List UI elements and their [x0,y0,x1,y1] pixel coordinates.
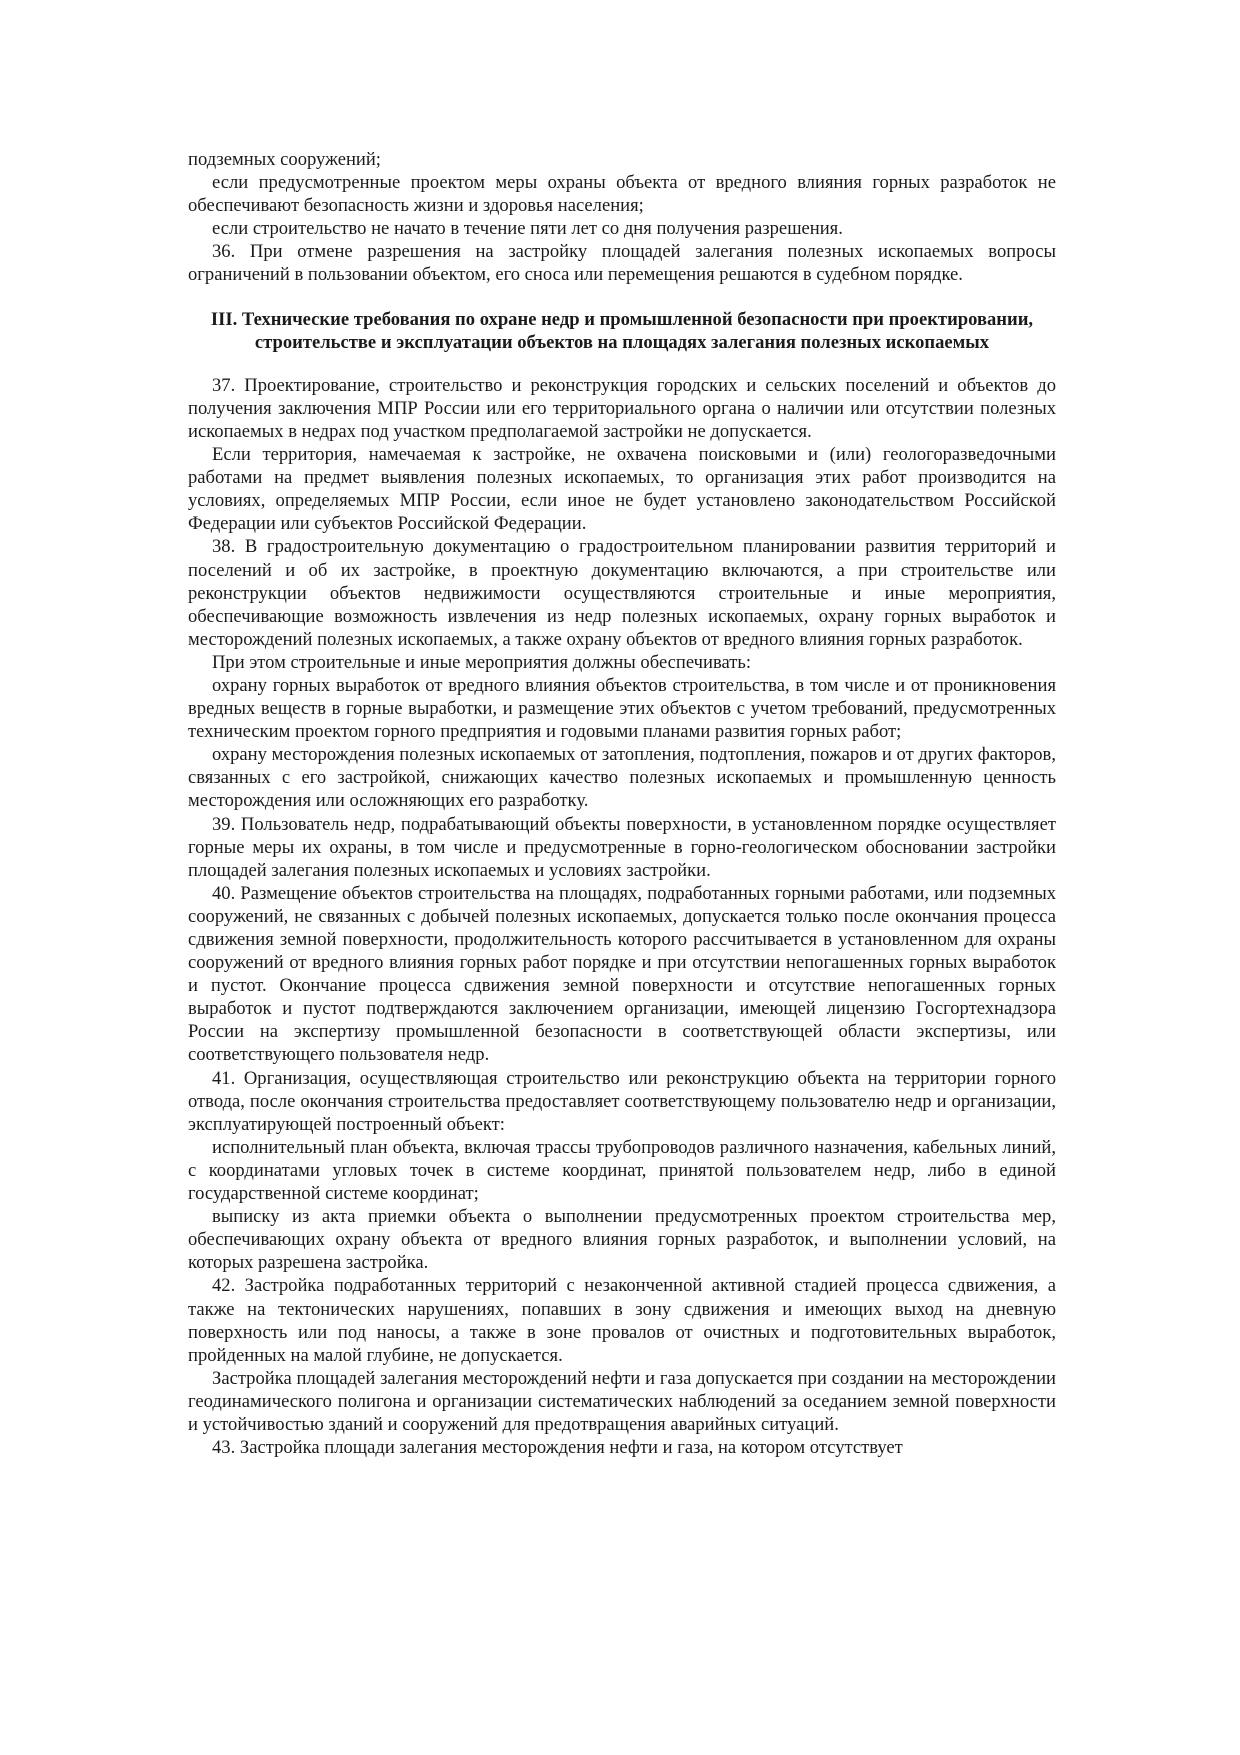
paragraph-item-42: 42. Застройка подработанных территорий с незаконченной активной стадией процесса сдвижения, а также на тектонических нарушениях, попавших в зону сдвижения и имеющих выход на дневную поверхность или под наносы, а также в зоне провалов от очистных и подготовительных выработок, пройденных на малой глубине, не допускается. [188,1275,1056,1366]
paragraph-item-41: 41. Организация, осуществляющая строительство или реконструкцию объекта на территории горного отвода, после окончания строительства предоставляет соответствующему пользователю недр и организации, эксплуатирующей построенный объект: [188,1067,1056,1135]
paragraph-item-38: 38. В градостроительную документацию о градостроительном планировании развития территорий и поселений и об их застройке, в проектную документацию включаются, а при строительстве или реконструкции объектов недвижимости осуществляются строительные и иные мероприятия, обеспечивающие возможность извлечения из недр полезных ископаемых, охрану горных выработок и месторождений полезных ископаемых, а также охрану объектов от вредного влияния горных разработок. [188,536,1056,650]
paragraph: подземных сооружений; [188,149,381,170]
paragraph-item-36: 36. При отмене разрешения на застройку площадей залегания полезных ископаемых вопросы ограничений в пользовании объектом, его сноса или перемещения решаются в судебном порядке. [188,241,1056,286]
document-page [188,148,1056,1459]
paragraph: Если территория, намечаемая к застройке, не охвачена поисковыми и (или) геологоразведочными работами на предмет выявления полезных ископаемых, то организация этих работ производится на условиях, определяемых МПР России, если иное не будет установлено законодательством Российской Федерации или субъектов Российской Федерации. [188,444,1056,535]
paragraph: выписку из акта приемки объекта о выполнении предусмотренных проектом строительства мер, обеспечивающих охрану объекта от вредного влияния горных разработок, и выполнении условий, на которых разрешена застройка. [188,1206,1056,1274]
paragraph: если строительство не начато в течение пяти лет со дня получения разрешения. [212,218,843,240]
paragraph-item-39: 39. Пользователь недр, подрабатывающий объекты поверхности, в установленном порядке осуществляет горные меры их охраны, в том числе и предусмотренные в горно-геологическом обосновании застройки площадей залегания полезных ископаемых и условиях застройки. [188,813,1056,881]
section-heading: III. Технические требования по охране недр и промышленной безопасности при проектировании, строительстве и эксплуатации объектов на площадях залегания полезных ископаемых [210,308,1034,353]
paragraph: При этом строительные и иные мероприятия должны обеспечивать: [212,651,752,673]
paragraph: исполнительный план объекта, включая трассы трубопроводов различного назначения, кабельных линий, с координатами угловых точек в системе координат, принятой пользователем недр, либо в единой государственной системе координат; [188,1136,1056,1205]
paragraph: если предусмотренные проектом меры охраны объекта от вредного влияния горных разработок не обеспечивают безопасность жизни и здоровья населения; [188,172,1056,217]
paragraph: охрану горных выработок от вредного влияния объектов строительства, в том числе и от проникновения вредных веществ в горные выработки, и размещение этих объектов с учетом требований, предусмотренных техническим проектом горного предприятия и годовыми планами развития горных работ; [188,674,1056,743]
paragraph: охрану месторождения полезных ископаемых от затопления, подтопления, пожаров и от других факторов, связанных с его застройкой, снижающих качество полезных ископаемых и промышленную ценность месторождения или осложняющих его разработку. [188,744,1056,812]
paragraph: Застройка площадей залегания месторождений нефти и газа допускается при создании на месторождении геодинамического полигона и организации систематических наблюдений за оседанием земной поверхности и устойчивостью зданий и сооружений для предотвращения аварийных ситуаций. [188,1367,1056,1435]
paragraph-item-43: 43. Застройка площади залегания месторождения нефти и газа, на котором отсутствует [212,1437,903,1459]
paragraph-item-40: 40. Размещение объектов строительства на площадях, подработанных горными работами, или подземных сооружений, не связанных с добычей полезных ископаемых, допускается только после окончания процесса сдвижения земной поверхности, продолжительность которого рассчитывается в установленном для охраны сооружений от вредного влияния горных работ порядке и при отсутствии непогашенных горных выработок и пустот. Окончание процесса сдвижения земной поверхности и отсутствие непогашенных горных выработок и пустот подтверждаются заключением организации, имеющей лицензию Госгортехнадзора России на экспертизу промышленной безопасности в соответствующей области экспертизы, или соответствующего пользователя недр. [188,882,1056,1066]
paragraph-item-37: 37. Проектирование, строительство и реконструкция городских и сельских поселений и объектов до получения заключения МПР России или его территориального органа о наличии или отсутствии полезных ископаемых в недрах под участком предполагаемой застройки не допускается. [188,374,1056,442]
